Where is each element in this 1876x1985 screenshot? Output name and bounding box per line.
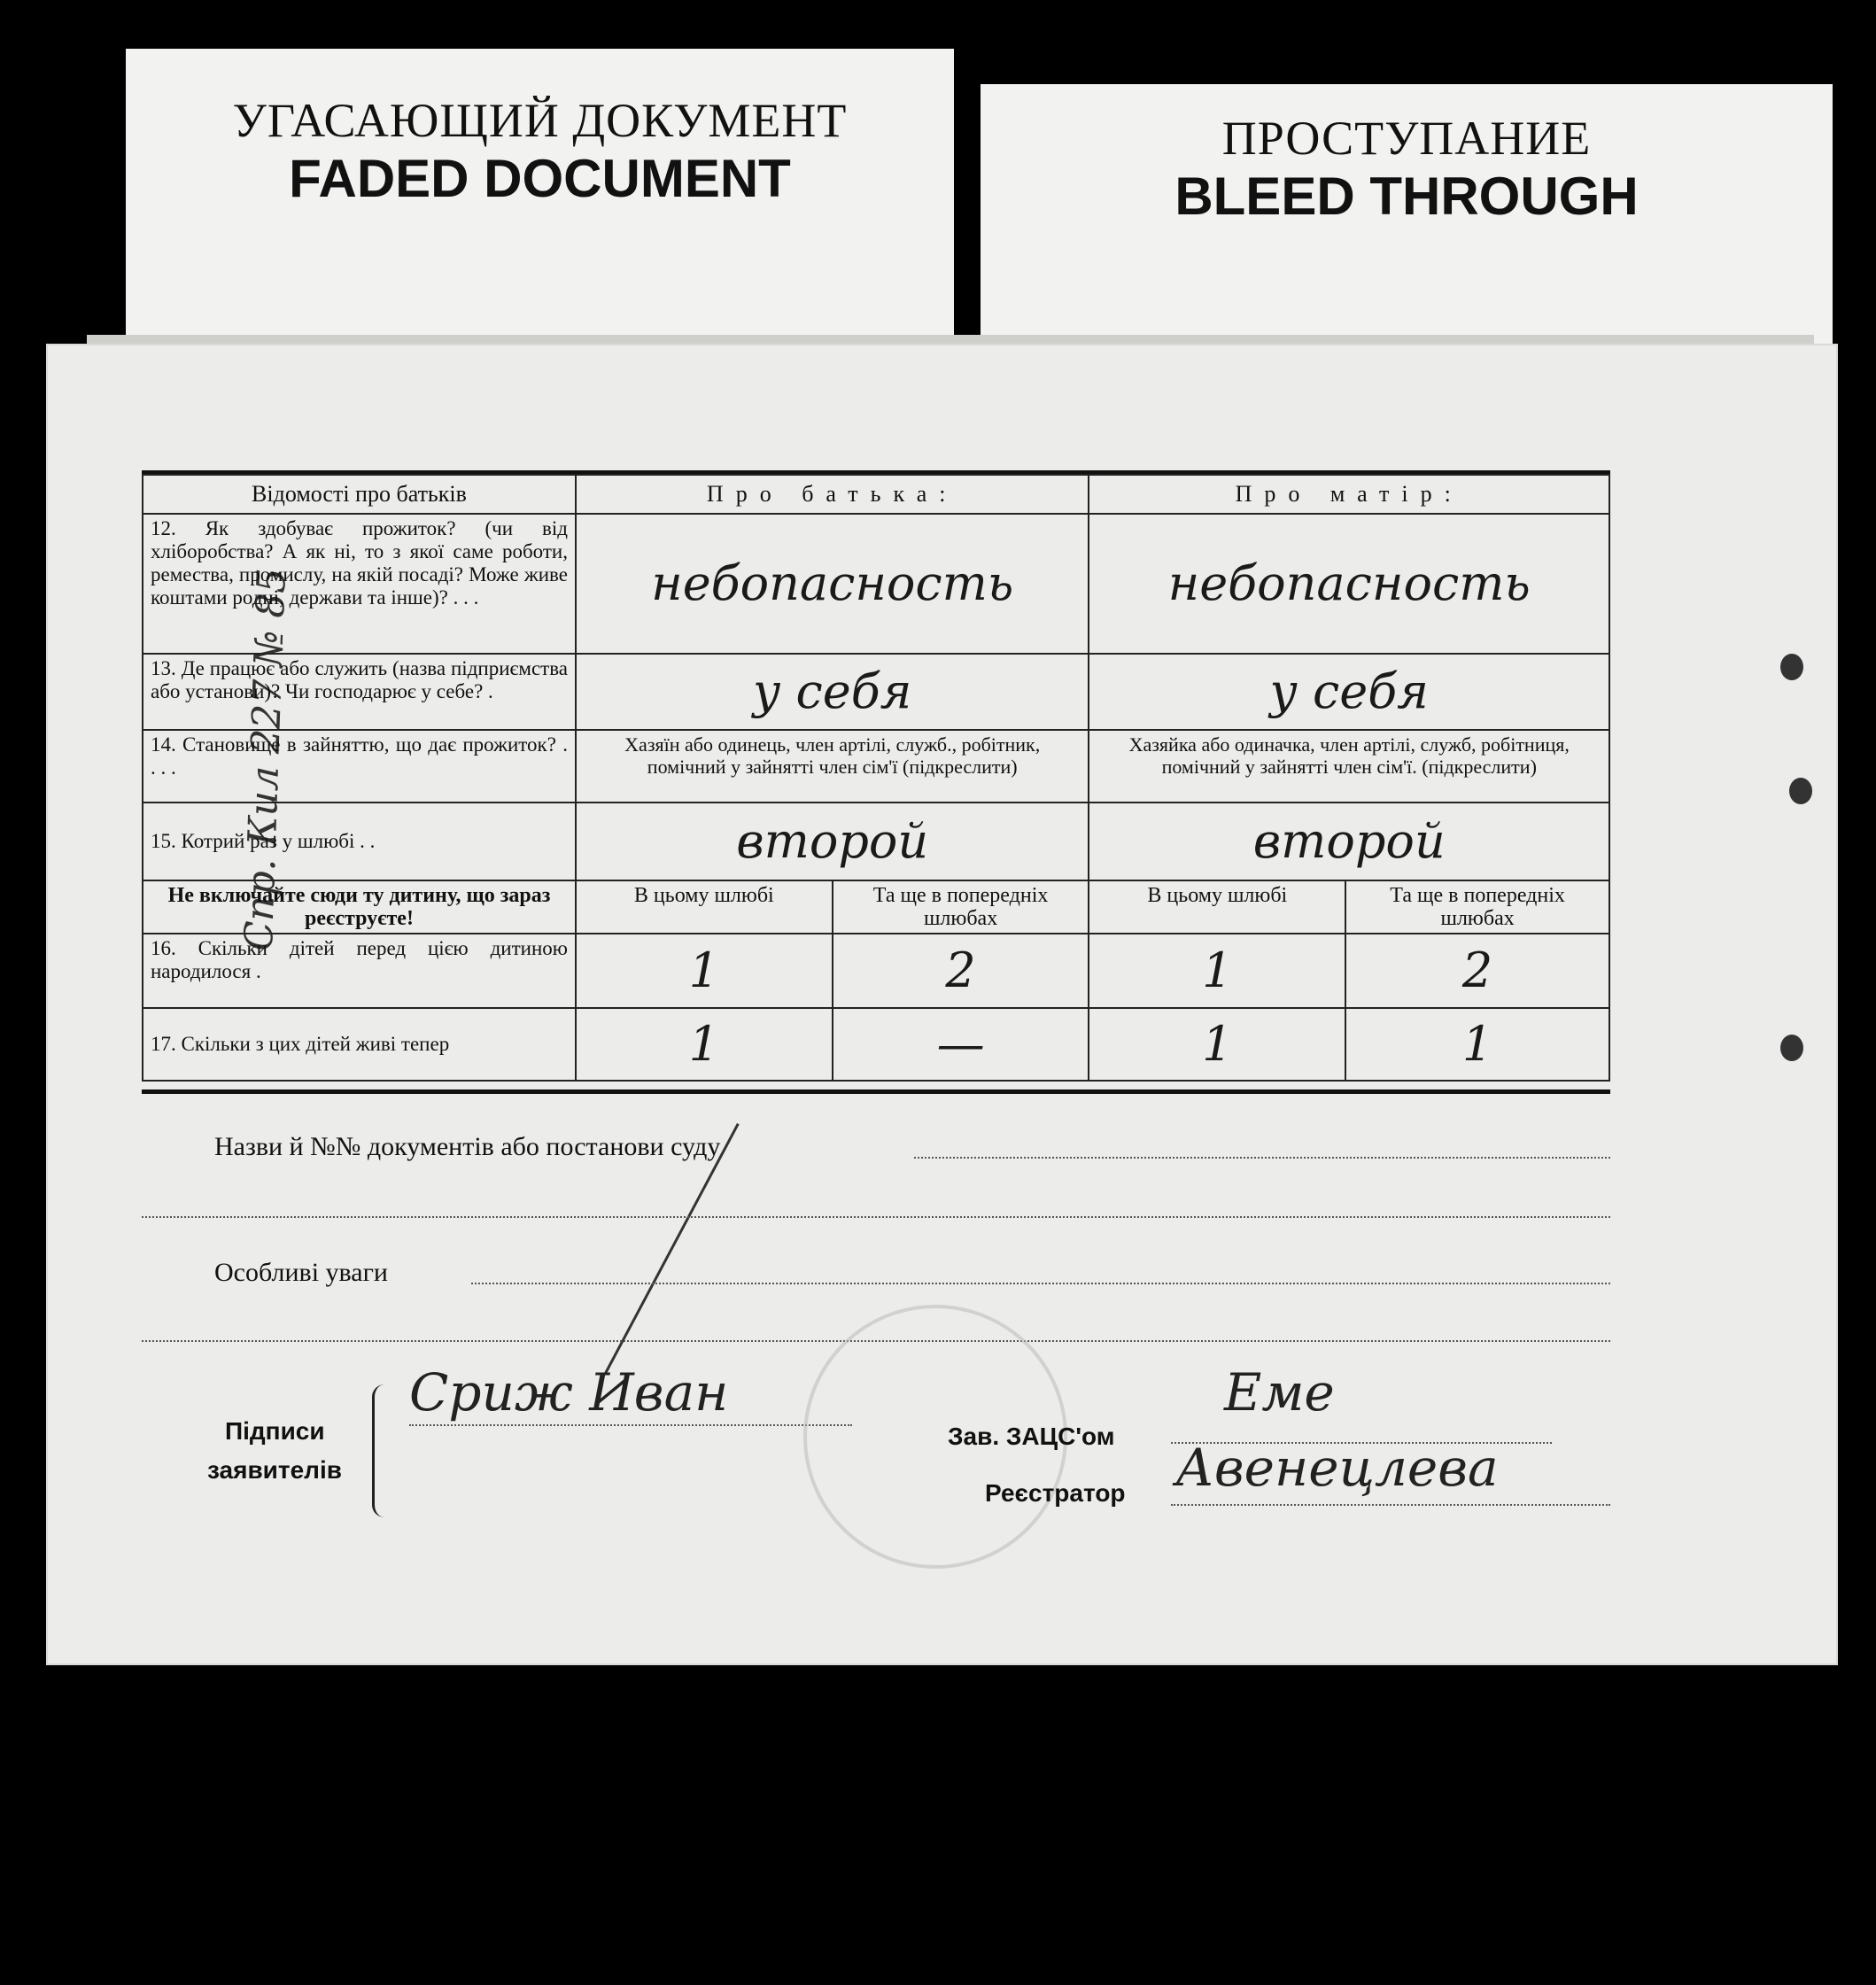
- head-signature: Еме: [1224, 1362, 1335, 1423]
- bleed-through-label: [981, 84, 1833, 350]
- question-13: 13. Де працює або служить (назва підприємства або установи)? Чи господарює у себе? .: [143, 654, 576, 730]
- applicant-signature-line: [409, 1424, 852, 1426]
- table-header-row: [143, 475, 1609, 514]
- registrar-label: Реєстратор: [985, 1479, 1126, 1507]
- father-in-previous-marriages: Та ще в попередніх шлюбах: [833, 880, 1089, 934]
- answer-15-father: второй: [576, 803, 1089, 880]
- table-row: [143, 654, 1609, 730]
- answer-17-father-this: 1: [576, 1008, 833, 1081]
- answer-16-father-previous: 2: [833, 934, 1089, 1008]
- table-row: [143, 803, 1609, 880]
- table-row: [143, 514, 1609, 654]
- faded-label-ru: УГАСАЮЩИЙ ДОКУМЕНТ: [232, 94, 848, 147]
- applicant-signature: Сриж Иван: [409, 1362, 729, 1423]
- question-16: 16. Скільки дітей перед цією дитиною народилося .: [143, 934, 576, 1008]
- answer-14-mother: Хазяйка або одиначка, член артілі, служб, робітниця, помічний у зайнятті член сім'ї. (підкреслити): [1089, 730, 1609, 803]
- applicants-label-2: заявителів: [207, 1456, 342, 1484]
- answer-13-father: у себя: [576, 654, 1089, 730]
- bottom-rule: [142, 1089, 1610, 1094]
- answer-13-mother: у себя: [1089, 654, 1609, 730]
- faded-label-en: FADED DOCUMENT: [289, 149, 791, 208]
- mother-in-this-marriage: В цьому шлюбі: [1089, 880, 1345, 934]
- header-mother: Про матір:: [1089, 475, 1609, 514]
- parents-info-table: [142, 474, 1610, 1082]
- question-17: 17. Скільки з цих дітей живі тепер: [143, 1008, 576, 1081]
- answer-17-father-previous: —: [833, 1008, 1089, 1081]
- header-father: Про батька:: [576, 475, 1089, 514]
- binding-hole: [1780, 1035, 1803, 1061]
- binding-hole: [1780, 654, 1803, 680]
- children-note: Не включайте сюди ту дитину, що зараз реєструєте!: [143, 880, 576, 934]
- documents-field-line-2: [142, 1216, 1610, 1218]
- children-header-row: [143, 880, 1609, 934]
- table-row: [143, 1008, 1609, 1081]
- answer-16-mother-this: 1: [1089, 934, 1345, 1008]
- documents-field-line: [914, 1157, 1610, 1159]
- answer-15-mother: второй: [1089, 803, 1609, 880]
- question-12: 12. Як здобуває прожиток? (чи від хліборобства? А як ні, то з якої саме роботи, ремества, промислу, на якій посаді? Може живе коштами родні, держави та інше)? . . .: [143, 514, 576, 654]
- faded-document-label: [126, 49, 954, 350]
- applicants-brace: [372, 1384, 387, 1517]
- answer-12-mother: небопасность: [1089, 514, 1609, 654]
- answer-16-father-this: 1: [576, 934, 833, 1008]
- answer-14-father: Хазяїн або одинець, член артілі, служб., робітник, помічний у зайнятті член сім'ї (підкреслити): [576, 730, 1089, 803]
- documents-label: Назви й №№ документів або постанови суду: [214, 1132, 721, 1161]
- remarks-label: Особливі уваги: [214, 1258, 388, 1287]
- bleed-label-ru: ПРОСТУПАНИЕ: [1221, 112, 1592, 165]
- table-row: [143, 730, 1609, 803]
- answer-12-father: небопасность: [576, 514, 1089, 654]
- registrar-signature-line: [1171, 1504, 1610, 1506]
- question-15: 15. Котрий раз у шлюбі . .: [143, 803, 576, 880]
- margin-note: Спр. Кил 227 № 85: [236, 567, 295, 952]
- mother-in-previous-marriages: Та ще в попередніх шлюбах: [1345, 880, 1609, 934]
- answer-17-mother-previous: 1: [1345, 1008, 1609, 1081]
- header-info: Відомості про батьків: [143, 475, 576, 514]
- question-14: 14. Становище в зайняттю, що дає прожиток? . . . .: [143, 730, 576, 803]
- answer-17-mother-this: 1: [1089, 1008, 1345, 1081]
- bleed-label-en: BLEED THROUGH: [1174, 167, 1639, 226]
- table-row: [143, 934, 1609, 1008]
- record-sheet: [46, 344, 1838, 1665]
- answer-16-mother-previous: 2: [1345, 934, 1609, 1008]
- registrar-signature: Авенецлева: [1175, 1438, 1499, 1498]
- applicants-label-1: Підписи: [225, 1417, 325, 1445]
- remarks-field-line: [471, 1283, 1610, 1284]
- binding-hole: [1789, 778, 1812, 804]
- head-label: Зав. ЗАЦС'ом: [948, 1423, 1115, 1450]
- father-in-this-marriage: В цьому шлюбі: [576, 880, 833, 934]
